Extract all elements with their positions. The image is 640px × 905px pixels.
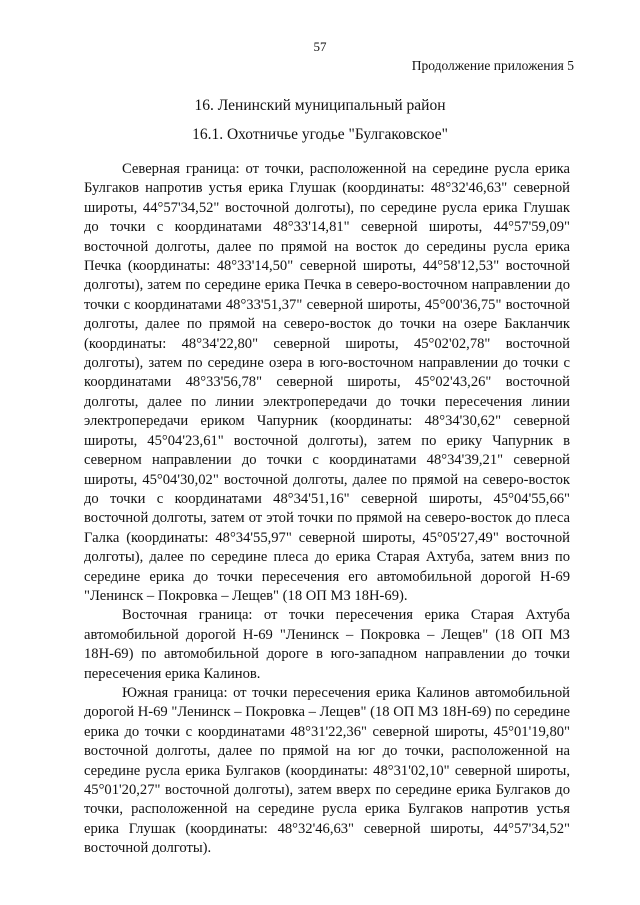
north-boundary-paragraph: Северная граница: от точки, расположенной на середине русла ерика Булгаков напротив устья ерика Глушак (координаты: 48°32'46,63" северной широты, 44°57'34,52" восточной долготы), по середине русла ерика Глушак до точки с координатами 48°33'14,81" северной широты, 44°57'59,09" восточной долготы, далее по прямой на восток до середины русла ерика Печка (координаты: 48°33'14,50" северной широты, 44°58'12,53" восточной долготы), затем по середине ерика Печка в северо-восточном направлении до точки с координатами 48°33'51,37" северной широты, 45°00'36,75" восточной долготы, далее по прямой на северо-восток до точки на озере Бакланчик (координаты: 48°34'22,80" северной широты, 45°02'02,78" восточной долготы), затем по середине озера в юго-восточном направлении до точки с координатами 48°33'56,78" северной широты, 45°02'43,26" восточной долготы, далее по линии электропередачи до точки пересечения линии электропередачи ериком Чапурник (координаты: 48°34'30,62" северной широты, 45°04'23,61" восточной долготы), затем по ерику Чапурник в северном направлении до точки с координатами 48°34'39,21" северной широты, 45°04'30,02" восточной долготы, далее по прямой на северо-восток до точки с координатами 48°34'51,16" северной широты, 45°04'55,66" восточной долготы, затем от этой точки по прямой на северо-восток до плеса Галка (координаты: 48°34'55,97" северной широты, 45°05'27,49" восточной долготы), далее по середине плеса до ерика Старая Ахтуба, затем вниз по середине ерика до точки пересечения его автомобильной дорогой Н-69 "Ленинск – Покровка – Лещев" (18 ОП МЗ 18Н-69). (84, 161, 570, 604)
appendix-note: Продолжение приложения 5 (411, 58, 574, 73)
page-number: 57 (313, 39, 327, 54)
east-boundary-paragraph: Восточная граница: от точки пересечения ерика Старая Ахтуба автомобильной дорогой Н-69 "Ленинск – Покровка – Лещев" (18 ОП МЗ 18Н-69) по автомобильной дороге в юго-западном направлении до точки пересечения ерика Калинов. (84, 607, 570, 682)
district-title: 16. Ленинский муниципальный район (194, 97, 446, 114)
section-title: 16.1. Охотничье угодье "Булгаковское" (192, 126, 448, 143)
south-boundary-paragraph: Южная граница: от точки пересечения ерика Калинов автомобильной дорогой Н-69 "Ленинск – Покровка – Лещев" (18 ОП МЗ 18Н-69) по середине ерика до точки с координатами 48°31'22,36" северной широты, 45°01'19,80" восточной долготы, далее по прямой на юг до точки, расположенной на середине русла ерика Булгаков (координаты: 48°31'02,10" северной широты, 45°01'20,27" восточной долготы), затем вверх по середине ерика Булгаков до точки, расположенной на середине русла ерика Булгаков напротив устья ерика Глушак (координаты: 48°32'46,63" северной широты, 44°57'34,52" восточной долготы). (84, 684, 570, 857)
document-body (84, 160, 570, 859)
